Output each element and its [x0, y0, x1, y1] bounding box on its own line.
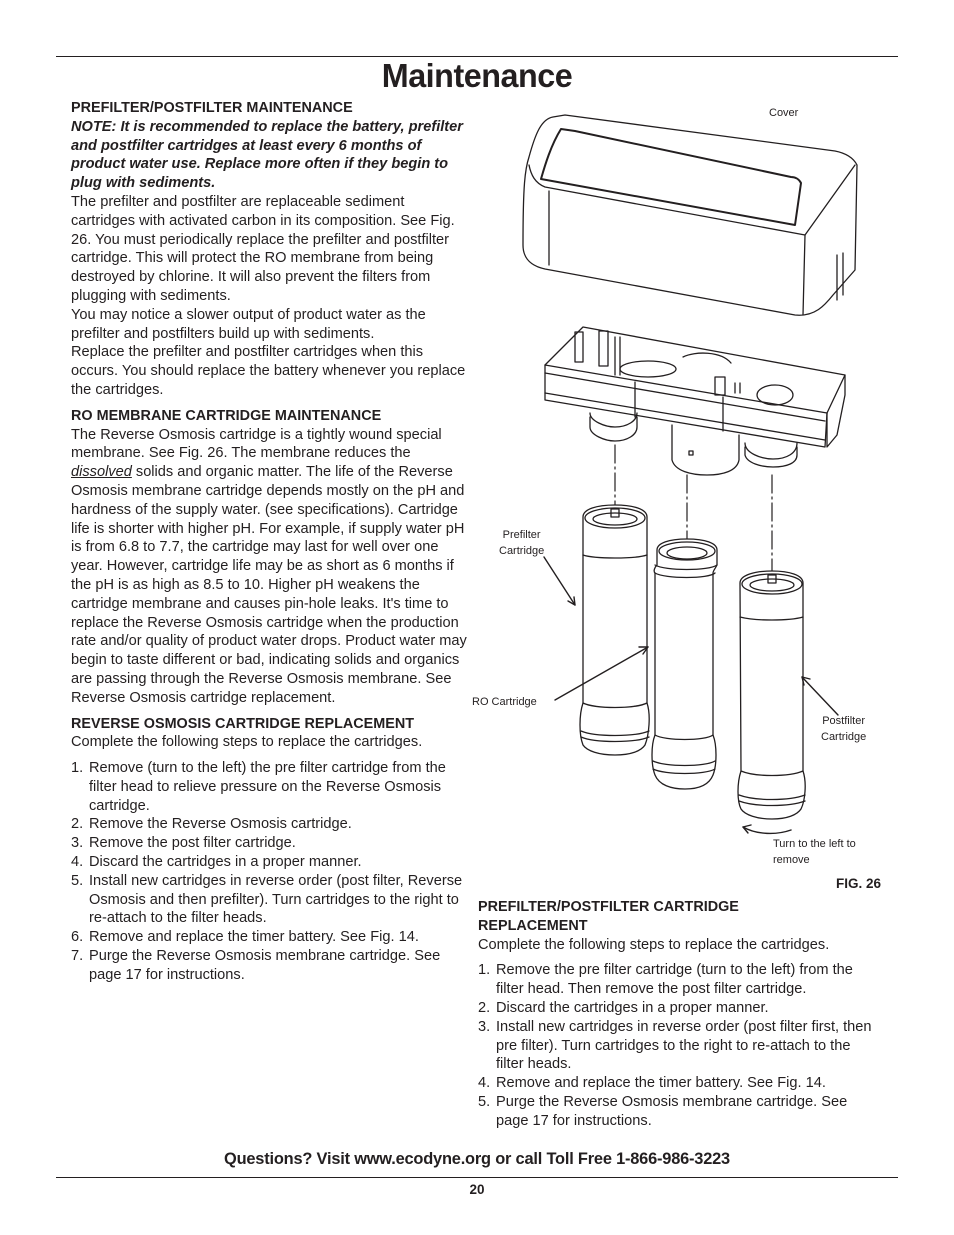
filter-head-drawing [545, 327, 845, 475]
figure-26-exploded-view [465, 95, 900, 895]
step-text: Remove the pre filter cartridge (turn to the left) from the filter head. Then remove the post filter cartridge. [496, 962, 853, 998]
cover-drawing [523, 115, 857, 315]
step-text: Remove the Reverse Osmosis cartridge. [89, 816, 352, 833]
step-item [71, 853, 471, 872]
step-number: 1. [71, 760, 84, 777]
step-text: Purge the Reverse Osmosis membrane cartridge. See page 17 for instructions. [89, 948, 441, 983]
step-text: Remove and replace the timer battery. See Fig. 14. [89, 929, 419, 946]
step-text: Remove the post filter cartridge. [89, 835, 296, 852]
step-number: 7. [71, 948, 84, 965]
step-item [71, 759, 471, 815]
step-text: Discard the cartridges in a proper manner. [89, 854, 362, 871]
paragraph: The prefilter and postfilter are replaceable sediment cartridges with activated carbon in its composition. See Fig. 26. You must periodically replace the prefilter and postfilter cartridge. This will protect the RO membrane from being destroyed by chlorine. It will also prevent the filters from plugging with sediments. [71, 193, 455, 304]
ro-cartridge-drawing [652, 539, 717, 789]
spacer [71, 400, 471, 407]
label-line: Prefilter [502, 529, 541, 541]
step-item [478, 1074, 878, 1093]
paragraph: Replace the prefilter and postfilter cartridges when this occurs. You should replace the battery whenever you replace the cartridges. [71, 344, 466, 398]
label-line: remove [773, 854, 810, 866]
emphasis-dissolved: dissolved [71, 464, 132, 481]
heading-ro-cartridge-replacement: REVERSE OSMOSIS CARTRIDGE REPLACEMENT [71, 715, 415, 732]
ro-replacement-steps [71, 759, 471, 985]
text-segment: solids and organic matter. The life of the Reverse Osmosis membrane cartridge depends mostly on the pH and hardness of the supply water. (see specifications). Cartridge life is shorter with higher pH. For example, if supply water pH is from 6.8 to 7.7, the cartridge may last for well over one year. However, cartridge life may be as short as 6 months if the pH is as high as 8.5 to 10. Higher pH weakens the cartridge membrane and causes pin-hole leaks. It's time to replace the Reverse Osmosis cartridge when the production rate and/or quality of product water drops. Product water may begin to taste different or bad, indicating solids and organics are passing through the Reverse Osmosis membrane. See Reverse Osmosis cartridge replacement. [71, 464, 467, 706]
label-ro-cartridge: RO Cartridge [472, 696, 537, 708]
exploded-diagram [465, 95, 900, 895]
step-item [478, 1018, 878, 1074]
step-item [478, 961, 878, 999]
label-line: Cartridge [821, 731, 867, 743]
label-prefilter-cartridge [499, 527, 544, 559]
step-text: Discard the cartridges in a proper manner. [496, 999, 769, 1016]
step-number: 4. [478, 1075, 491, 1092]
prefilter-replacement-steps [478, 961, 878, 1130]
steps-intro: Complete the following steps to replace the cartridges. [71, 734, 423, 751]
label-turn-left [773, 836, 856, 868]
figure-caption: FIG. 26 [836, 876, 882, 891]
paragraph-ro-membrane [71, 426, 471, 708]
maintenance-note: NOTE: It is recommended to replace the battery, prefilter and postfilter cartridges at least every 6 months of product water use. Replace more often if they begin to plug with sediments. [71, 118, 463, 192]
label-cover: Cover [769, 107, 799, 119]
step-text: Install new cartridges in reverse order (post filter first, then pre filter). Turn cartridges to the right to re-attach to the filter heads. [496, 1018, 872, 1073]
page-number: 20 [469, 1182, 485, 1197]
step-text: Remove (turn to the left) the pre filter cartridge from the filter head to relieve pressure on the Reverse Osmosis cartridge. [89, 760, 446, 814]
step-number: 2. [71, 816, 84, 833]
page-title: Maintenance [381, 57, 573, 94]
postfilter-cartridge-drawing [738, 571, 805, 819]
footer-contact-line: Questions? Visit www.ecodyne.org or call Toll Free 1-866-986-3223 [224, 1150, 730, 1168]
right-column [478, 898, 878, 1131]
step-number: 1. [478, 962, 491, 979]
step-number: 5. [71, 872, 84, 889]
bottom-rule [56, 1177, 898, 1178]
step-item [71, 834, 471, 853]
text-segment: The Reverse Osmosis cartridge is a tightly wound special membrane. See Fig. 26. The membrane reduces the [71, 426, 442, 462]
heading-ro-membrane-maintenance: RO MEMBRANE CARTRIDGE MAINTENANCE [71, 407, 382, 424]
step-item [71, 928, 471, 947]
step-number: 6. [71, 929, 84, 946]
step-item [478, 999, 878, 1018]
step-item [71, 815, 471, 834]
label-postfilter-cartridge [821, 713, 866, 745]
left-column [71, 99, 471, 985]
step-text: Install new cartridges in reverse order (post filter, Reverse Osmosis and then prefilter). Turn cartridges to the right to re-attach to the filter heads. [89, 872, 463, 927]
spacer [71, 752, 471, 759]
step-number: 3. [478, 1018, 491, 1035]
step-number: 3. [71, 835, 84, 852]
spacer [71, 708, 471, 715]
step-text: Purge the Reverse Osmosis membrane cartridge. See page 17 for instructions. [496, 1093, 848, 1129]
label-line: Turn to the left to [773, 838, 856, 850]
spacer [478, 954, 878, 961]
label-line: Cartridge [499, 545, 545, 557]
steps-intro: Complete the following steps to replace the cartridges. [478, 936, 830, 953]
step-item [478, 1093, 878, 1131]
paragraph: You may notice a slower output of product water as the prefilter and postfilters build up with sediments. [71, 306, 426, 342]
step-number: 5. [478, 1093, 491, 1110]
step-item [71, 872, 471, 928]
prefilter-cartridge-drawing [580, 505, 649, 755]
heading-prefilter-maintenance: PREFILTER/POSTFILTER MAINTENANCE [71, 100, 353, 116]
heading-prefilter-cartridge-replacement: PREFILTER/POSTFILTER CARTRIDGE REPLACEMENT [478, 899, 739, 934]
step-number: 2. [478, 999, 491, 1016]
step-item [71, 947, 471, 985]
label-line: Postfilter [822, 715, 866, 727]
step-text: Remove and replace the timer battery. See Fig. 14. [496, 1075, 826, 1092]
step-number: 4. [71, 854, 84, 871]
